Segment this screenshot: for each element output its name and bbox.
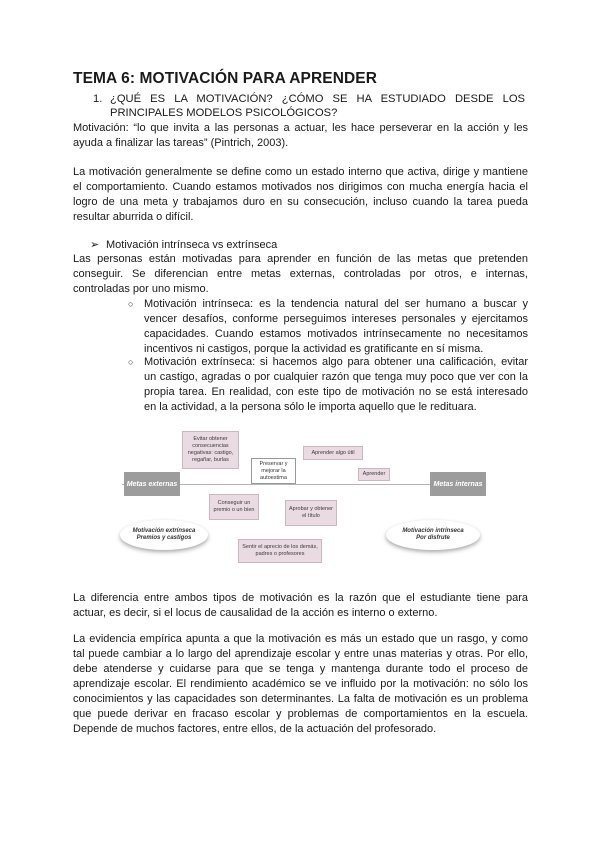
paragraph-goals bbox=[73, 252, 528, 297]
paragraph-difference bbox=[73, 591, 528, 621]
text-line: el comportamiento. Cuando estamos motivados nos dirigimos con mucha energía hacia el bbox=[73, 181, 528, 193]
box-learn: Aprender bbox=[358, 468, 390, 481]
text-line: debe atenderse y cuidarse para que se tenga y mantenga durante todo el proceso de bbox=[73, 663, 528, 675]
text-line: capacidades. Cuando estamos motivados intrínsecamente no necesitamos bbox=[144, 328, 528, 340]
text-line: resultar aburrida o difícil. bbox=[73, 211, 194, 223]
paragraph-evidence bbox=[73, 632, 528, 737]
ellipse-title: Motivación intrínseca bbox=[402, 528, 464, 534]
box-learn-useful: Aprender algo útil bbox=[303, 446, 363, 460]
bullet-extrinsic bbox=[128, 355, 528, 415]
text-line: propia tarea. En realidad, con este tipo de motivación no se está interesado bbox=[144, 386, 528, 398]
text-line: que puede derivar en fracaso escolar y problemas de comportamientos en la escuela. bbox=[73, 708, 528, 720]
text-line: logro de una meta y trabajamos duro en su consecución, incluso cuando la tarea pueda bbox=[73, 196, 528, 208]
right-goal-box: Metas internas bbox=[430, 472, 486, 496]
ellipse-subtitle: Premios y castigos bbox=[136, 535, 192, 541]
text-line: Depende de muchos factores, entre ellos, de la actuación del profesorado. bbox=[73, 723, 437, 735]
definition bbox=[73, 121, 528, 151]
page-title: TEMA 6: MOTIVACIÓN PARA APRENDER bbox=[73, 70, 378, 87]
box-avoid-negative: Evitar obtener consecuencias negativas: castigo, regañar, burlas bbox=[182, 431, 239, 469]
motivation-diagram bbox=[118, 428, 486, 572]
subheading bbox=[90, 238, 277, 251]
arrow-bullet-icon: ➢ bbox=[90, 239, 100, 251]
text-line: Las personas están motivadas para aprender en función de las metas que pretenden bbox=[73, 253, 528, 265]
text-line: Motivación extrínseca: si hacemos algo para obtener una calificación, evitar bbox=[144, 356, 528, 368]
text-line: tal puede cambiar a lo largo del aprendizaje escolar y entre unas materias y otras. Por ello, bbox=[73, 648, 528, 660]
text-line: un castigo, agradas o por cualquier razón que tenga muy poco que ver con la bbox=[144, 371, 528, 383]
box-get-reward: Conseguir un premio o un bien bbox=[209, 494, 259, 520]
text-line: en la actividad, a la persona sólo le importa aquello que le redituara. bbox=[144, 401, 477, 413]
subheading-text: Motivación intrínseca vs extrínseca bbox=[106, 239, 278, 251]
box-appreciation: Sentir el aprecio de los demás, padres o profesores bbox=[238, 539, 322, 563]
circle-bullet-icon: ○ bbox=[128, 357, 134, 367]
definition-line: ayuda a finalizar las tareas” (Pintrich, 2003). bbox=[73, 137, 289, 149]
text-line: La diferencia entre ambos tipos de motivación es la razón que el estudiante tiene para bbox=[73, 592, 528, 604]
box-self-esteem: Preservar y mejorar la autoestima bbox=[251, 458, 296, 484]
box-pass-degree: Aprobar y obtener el título bbox=[285, 500, 337, 526]
left-ellipse bbox=[120, 520, 208, 550]
paragraph-motivation-definition bbox=[73, 165, 528, 225]
text-line: conocimientos y las capacidades son determinantes. La falta de motivación es un problema bbox=[73, 693, 528, 705]
text-line: aprendizaje escolar. El rendimiento académico se ve influido por la motivación: no sólo los bbox=[73, 678, 528, 690]
circle-bullet-icon: ○ bbox=[128, 299, 134, 309]
text-line: La evidencia empírica apunta a que la motivación es más un estado que un rasgo, y como bbox=[73, 633, 528, 645]
bullet-intrinsic bbox=[128, 297, 528, 357]
text-line: Motivación intrínseca: es la tendencia natural del ser humano a buscar y bbox=[144, 298, 528, 310]
text-line: incentivos ni castigos, porque la actividad es gratificante en sí misma. bbox=[144, 343, 484, 355]
text-line: controladas por uno mismo. bbox=[73, 283, 209, 295]
left-goal-box: Metas externas bbox=[124, 472, 180, 496]
question-line-2: PRINCIPALES MODELOS PSICOLÓGICOS? bbox=[110, 107, 338, 119]
question-number: 1. bbox=[93, 93, 103, 105]
text-line: vencer desafíos, conforme perseguimos intereses personales y ejercitamos bbox=[144, 313, 528, 325]
text-line: La motivación generalmente se define como un estado interno que activa, dirige y mantiene bbox=[73, 166, 528, 178]
text-line: actuar, es decir, si el locus de causalidad de la acción es interno o externo. bbox=[73, 607, 438, 619]
right-ellipse bbox=[386, 520, 480, 550]
ellipse-title: Motivación extrínseca bbox=[132, 528, 196, 534]
definition-line: Motivación: “lo que invita a las personas a actuar, les hace perseverar en la acción y les bbox=[73, 122, 528, 134]
text-line: conseguir. Se diferencian entre metas externas, controladas por otros, e internas, bbox=[73, 268, 528, 280]
question-line-1: ¿QUÉ ES LA MOTIVACIÓN? ¿CÓMO SE HA ESTUDIADO DESDE LOS bbox=[110, 93, 525, 105]
ellipse-subtitle: Por disfrute bbox=[416, 535, 450, 541]
